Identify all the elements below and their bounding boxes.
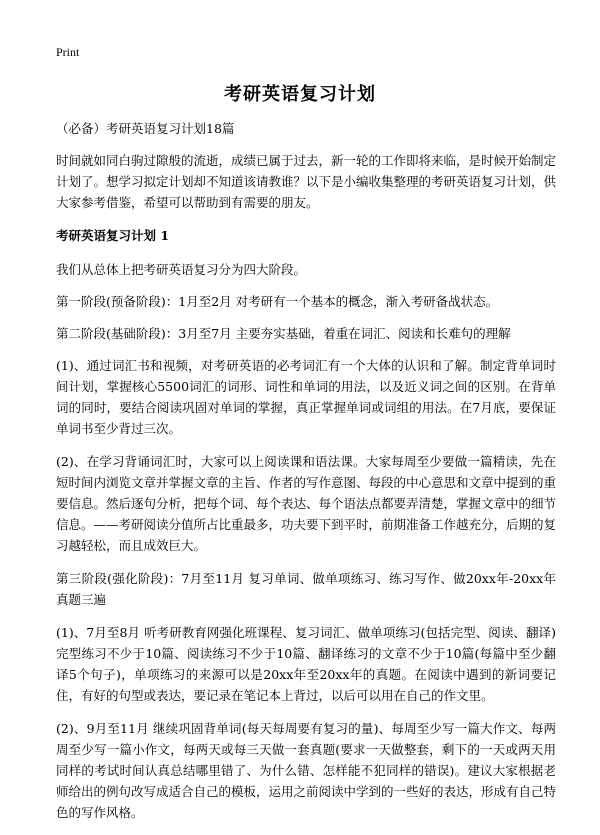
print-link[interactable]: Print: [56, 45, 80, 59]
paragraph-stage-2: 第二阶段(基础阶段)：3月至7月 主要夯实基础，着重在词汇、阅读和长难句的理解: [56, 326, 511, 341]
intro-paragraph: 时间就如同白驹过隙般的流逝，成绩已属于过去，新一轮的工作即将来临，是时候开始制定计划了。想学习拟定计划却不知道该请教谁？以下是小编收集整理的考研英语复习计划，供大家参考借鉴，希望可以帮助到有需要的朋友。: [56, 153, 557, 210]
paragraph-stage-2-item-1: (1)、通过词汇书和视频，对考研英语的必考词汇有一个大体的认识和了解。制定背单词时间计划，掌握核心5500词汇的词形、词性和单词的用法，以及近义词之间的区别。在背单词的同时，要结合阅读巩固对单词的掌握，真正掌握单词或词组的用法。在7月底，要保证单词书至少背过三次。: [56, 358, 556, 436]
paragraph-overview: 我们从总体上把考研英语复习分为四大阶段。: [56, 262, 307, 277]
paragraph-stage-3: 第三阶段(强化阶段)：7月至11月 复习单词、做单项练习、练习写作、做20xx年-20xx年真题三遍: [56, 571, 556, 607]
paragraph-stage-2-item-2: (2)、在学习背诵词汇时，大家可以上阅读课和语法课。大家每周至少要做一篇精读，先在短时间内浏览文章并掌握文章的主旨、作者的写作意图、每段的中心意思和文章中提到的重要信息。然后逐句分析，把每个词、每个表达、每个语法点都要弄清楚，掌握文章中的细节信息。——考研阅读分值所占比重最多，功夫要下到平时，前期准备工作越充分，后期的复习越轻松，而且成效巨大。: [56, 454, 557, 553]
document-body: [56, 118, 556, 835]
paragraph-stage-3-item-1: (1)、7月至8月 听考研教育网强化班课程、复习词汇、做单项练习(包括完型、阅读、翻译)完型练习不少于10篇、阅读练习不少于10篇、翻译练习的文章不少于10篇(每篇中至少翻译5个句子)，单项练习的来源可以是20xx年至20xx年的真题。在阅读中遇到的新词要记住，有好的句型或表达，要记录在笔记本上背过，以后可以用在自己的作文里。: [56, 625, 556, 703]
section-heading: 考研英语复习计划 1: [56, 228, 170, 243]
document-subtitle: （必备）考研英语复习计划18篇: [56, 121, 235, 136]
paragraph-stage-3-item-2: (2)、9月至11月 继续巩固背单词(每天每周要有复习的量)、每周至少写一篇大作文、每两周至少写一篇小作文，每两天或每三天做一套真题(要求一天做整套，剩下的一天或两天用同样的考试时间认真总结哪里错了、为什么错、怎样能不犯同样的错误)。建议大家根据老师给出的例句改写成适合自己的模板，运用之前阅读中学到的一些好的表达，形成有自己特色的写作风格。: [56, 721, 557, 820]
page-title: 考研英语复习计划: [224, 84, 376, 105]
paragraph-stage-1: 第一阶段(预备阶段)：1月至2月 对考研有一个基本的概念，渐入考研备战状态。: [56, 294, 499, 309]
